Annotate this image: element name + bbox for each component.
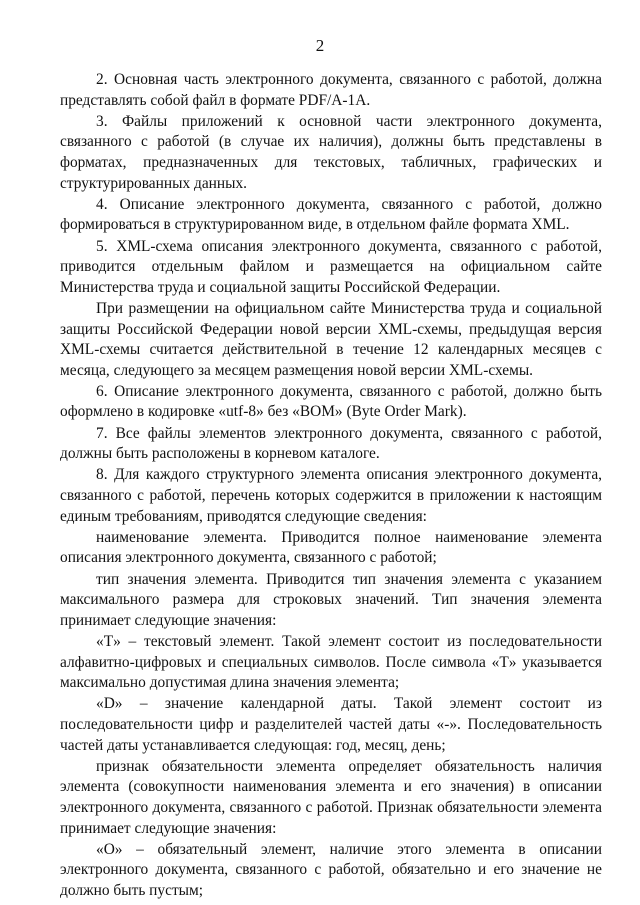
paragraph-type-t: «T» – текстовый элемент. Такой элемент состоит из последовательности алфавитно-цифровых и специальных символов. После символа «T» указывается максимально допустимая длина значения элемента; [60,632,602,692]
paragraph-item-8: 8. Для каждого структурного элемента описания электронного документа, связанного с работой, перечень которых содержится в приложении к настоящим единым требованиям, приводятся следующие сведения: [60,466,602,525]
paragraph-item-2: 2. Основная часть электронного документа, связанного с работой, должна представлять собой файл в формате PDF/A-1A. [60,71,602,109]
paragraph-item-4: 4. Описание электронного документа, связанного с работой, должно формироваться в структурированном виде, в отдельном файле формата XML. [60,195,602,234]
document-body [60,70,602,902]
paragraph-item-3: 3. Файлы приложений к основной части электронного документа, связанного с работой (в случае их наличия), должны быть представлены в форматах, предназначенных для текстовых, табличных, графических и структурированных данных. [60,112,602,192]
paragraph-element-name: наименование элемента. Приводится полное наименование элемента описания электронного документа, связанного с работой; [60,528,602,567]
paragraph-xml-schema-versions: При размещении на официальном сайте Министерства труда и социальной защиты Российской Федерации новой версии XML-схемы, предыдущая версия XML-схемы считается действительной в течение 12 календарных месяцев с месяца, следующего за месяцем размещения новой версии XML-схемы. [60,299,602,379]
paragraph-mandatory-flag: признак обязательности элемента определяет обязательность наличия элемента (совокупности наименования элемента и его значения) в описании электронного документа, связанного с работой. Признак обязательности элемента принимает следующие значения: [60,757,602,837]
paragraph-element-type: тип значения элемента. Приводится тип значения элемента с указанием максимального размера для строковых значений. Тип значения элемента принимает следующие значения: [60,570,602,629]
paragraph-flag-o: «O» – обязательный элемент, наличие этого элемента в описании электронного документа, связанного с работой, обязательно и его значение не должно быть пустым; [60,840,602,899]
paragraph-item-6: 6. Описание электронного документа, связанного с работой, должно быть оформлено в кодировке «utf-8» без «BOM» (Byte Order Mark). [60,382,602,421]
paragraph-item-7: 7. Все файлы элементов электронного документа, связанного с работой, должны быть расположены в корневом каталоге. [60,424,602,463]
paragraph-type-d: «D» – значение календарной даты. Такой элемент состоит из последовательности цифр и разделителей частей даты «-». Последовательность частей даты устанавливается следующая: год, месяц, день; [60,695,602,754]
page-number: 2 [315,36,325,55]
paragraph-item-5: 5. XML-схема описания электронного документа, связанного с работой, приводится отдельным файлом и размещается на официальном сайте Министерства труда и социальной защиты Российской Федерации. [60,237,602,296]
